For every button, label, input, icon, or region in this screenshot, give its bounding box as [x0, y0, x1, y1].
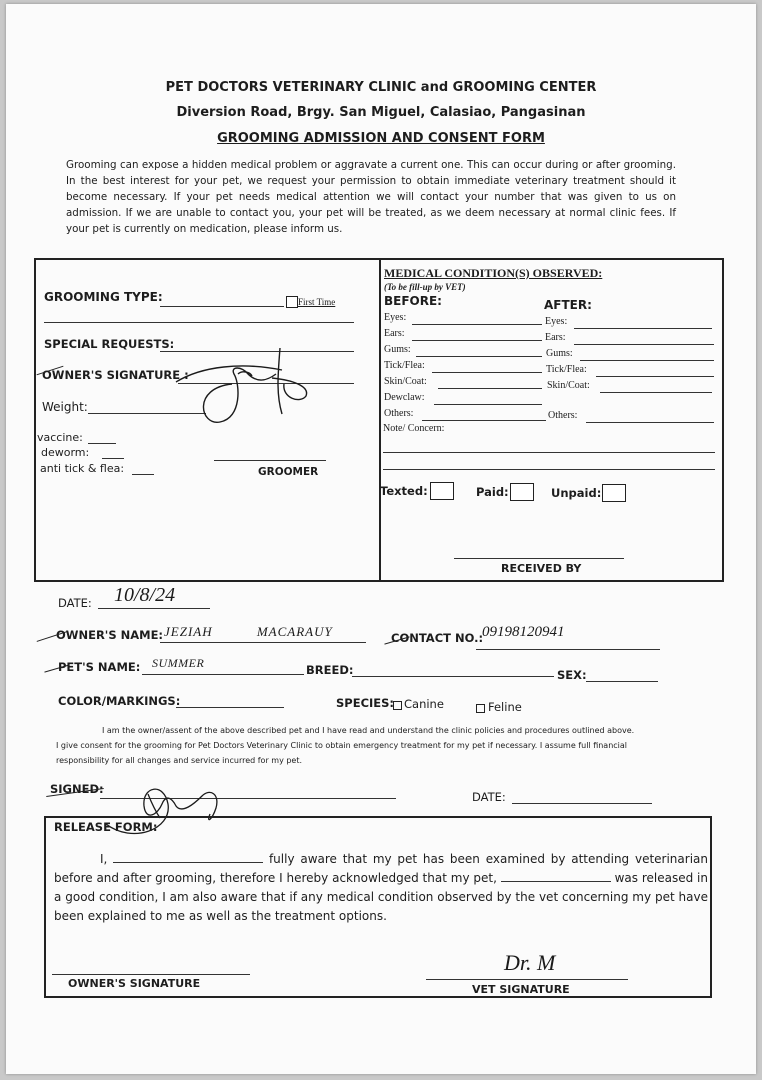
before-skincoat-field[interactable] [438, 388, 542, 389]
before-ears-label: Ears: [384, 328, 405, 339]
after-gums-field[interactable] [580, 360, 714, 361]
unpaid-checkbox[interactable] [602, 484, 626, 502]
color-markings-label: COLOR/MARKINGS: [58, 694, 181, 708]
deworm-label: deworm: [41, 446, 90, 459]
received-by-line[interactable] [454, 558, 624, 559]
contact-field[interactable] [476, 649, 660, 650]
form-page [6, 4, 756, 1074]
unpaid-label: Unpaid: [551, 486, 602, 500]
owner-name-label: OWNER'S NAME: [56, 628, 164, 642]
date-handwritten: 10/8/24 [114, 584, 176, 606]
owner-signature-label: OWNER'S SIGNATURE : [42, 368, 189, 382]
species-label: SPECIES: [336, 696, 395, 710]
owner-name-handwritten: JEZIAH MACARAUY [164, 624, 333, 639]
after-eyes-field[interactable] [574, 328, 712, 329]
vaccine-label: vaccine: [37, 431, 83, 444]
before-gums-field[interactable] [416, 356, 542, 357]
paid-label: Paid: [476, 485, 509, 499]
signed-date-label: DATE: [472, 790, 506, 804]
anti-tick-field[interactable] [132, 474, 154, 475]
intro-paragraph: Grooming can expose a hidden medical problem or aggravate a current one. This can occur during or after grooming. In the best interest for your pet, we request your permission to obtain immediate veterinary treatment should it become necessary. If your pet needs medical attention we will contact your number that was given to us on admission. If we are unable to contact you, your pet will be treated, as we deem necessary at normal clinic fees. If your pet is currently on medication, please inform us. [66, 159, 676, 235]
after-others-label: Others: [548, 410, 578, 421]
release-paragraph [54, 850, 708, 926]
note-line-1[interactable] [383, 452, 715, 453]
contact-label: CONTACT NO.: [391, 631, 484, 645]
release-pet-field[interactable] [501, 881, 611, 882]
before-tickflea-field[interactable] [432, 372, 542, 373]
texted-label: Texted: [380, 484, 428, 498]
pet-name-field[interactable] [142, 674, 304, 675]
first-time-label: First Time [298, 297, 336, 307]
groomer-label: GROOMER [258, 466, 319, 478]
after-tickflea-field[interactable] [596, 376, 714, 377]
release-text-a: fully aware that my pet has been examined by attending veterinarian before and after grooming, therefore I hereby acknowledged that my pet, [54, 852, 708, 885]
after-eyes-label: Eyes: [545, 316, 568, 327]
sex-field[interactable] [586, 681, 658, 682]
grooming-type-label: GROOMING TYPE: [44, 290, 163, 304]
release-name-field[interactable] [113, 862, 263, 863]
before-ears-field[interactable] [412, 340, 542, 341]
pet-name-handwritten: SUMMER [152, 656, 205, 670]
vet-signature-line[interactable] [426, 979, 628, 980]
form-title: GROOMING ADMISSION AND CONSENT FORM [217, 131, 545, 146]
before-tickflea-label: Tick/Flea: [384, 360, 425, 371]
release-i: I, [100, 852, 108, 866]
texted-checkbox[interactable] [430, 482, 454, 500]
before-others-field[interactable] [422, 420, 546, 421]
before-dewclaw-label: Dewclaw: [384, 392, 425, 403]
after-skincoat-field[interactable] [600, 392, 712, 393]
grooming-type-field[interactable] [160, 306, 284, 307]
breed-field[interactable] [352, 676, 554, 677]
anti-tick-label: anti tick & flea: [40, 462, 125, 475]
clinic-address: Diversion Road, Brgy. San Miguel, Calasiao, Pangasinan [176, 105, 586, 120]
before-skincoat-label: Skin/Coat: [384, 376, 427, 387]
paid-checkbox[interactable] [510, 483, 534, 501]
date-label: DATE: [58, 596, 92, 610]
consent-line-3: responsibility for all changes and service incurred for my pet. [56, 756, 303, 765]
note-label: Note/ Concern: [383, 423, 445, 434]
before-dewclaw-field[interactable] [434, 404, 542, 405]
medical-title: MEDICAL CONDITION(S) OBSERVED: [384, 266, 603, 280]
clinic-name: PET DOCTORS VETERINARY CLINIC and GROOMING CENTER [165, 80, 597, 95]
before-eyes-field[interactable] [412, 324, 542, 325]
breed-label: BREED: [306, 663, 354, 677]
owner-signature-line[interactable] [52, 974, 250, 975]
before-others-label: Others: [384, 408, 414, 419]
canine-label: Canine [404, 697, 444, 711]
column-divider [379, 260, 381, 580]
consent-line-2: I give consent for the grooming for Pet Doctors Veterinary Clinic to obtain emergency treatment for my pet if necessary. I assume full financial [56, 741, 628, 750]
received-by-label: RECEIVED BY [501, 562, 582, 575]
color-markings-field[interactable] [176, 707, 284, 708]
feline-checkbox[interactable] [476, 704, 485, 713]
before-gums-label: Gums: [384, 344, 411, 355]
vet-signature-handwritten: Dr. M [504, 950, 556, 975]
after-ears-field[interactable] [574, 344, 714, 345]
signed-date-field[interactable] [512, 803, 652, 804]
weight-label: Weight: [42, 400, 88, 414]
pet-name-label: PET'S NAME: [58, 660, 141, 674]
vaccine-field[interactable] [88, 443, 116, 444]
after-tickflea-label: Tick/Flea: [546, 364, 587, 375]
before-heading: BEFORE: [384, 294, 442, 308]
consent-line-1: I am the owner/assent of the above described pet and I have read and understand the clinic policies and procedures outlined above. [102, 726, 635, 735]
first-time-checkbox[interactable] [286, 296, 298, 308]
signed-label: SIGNED: [50, 782, 104, 796]
vet-signature-caption: VET SIGNATURE [472, 983, 570, 996]
groomer-signature-line[interactable] [214, 460, 326, 461]
after-others-field[interactable] [586, 422, 714, 423]
owner-name-field[interactable] [160, 642, 366, 643]
release-text-b: was released in a good condition, I am also aware that if any medical condition observed by the vet concerning my pet have been explained to me as well as the treatment options. [54, 871, 708, 923]
after-gums-label: Gums: [546, 348, 573, 359]
owner-signature-caption: OWNER'S SIGNATURE [68, 977, 201, 990]
after-heading: AFTER: [544, 298, 592, 312]
after-skincoat-label: Skin/Coat: [547, 380, 590, 391]
grooming-type-extra-line[interactable] [44, 322, 354, 323]
deworm-field[interactable] [102, 458, 124, 459]
date-field[interactable] [98, 608, 210, 609]
sex-label: SEX: [557, 668, 587, 682]
release-form-title: RELEASE FORM: [54, 820, 158, 834]
medical-subtitle: (To be fill-up by VET) [384, 282, 466, 292]
note-line-2[interactable] [383, 469, 715, 470]
feline-label: Feline [488, 700, 522, 714]
canine-checkbox[interactable] [393, 701, 402, 710]
owner-signature-scribble [172, 344, 322, 434]
before-eyes-label: Eyes: [384, 312, 407, 323]
contact-handwritten: 09198120941 [482, 624, 565, 640]
special-requests-label: SPECIAL REQUESTS: [44, 337, 175, 351]
after-ears-label: Ears: [545, 332, 566, 343]
